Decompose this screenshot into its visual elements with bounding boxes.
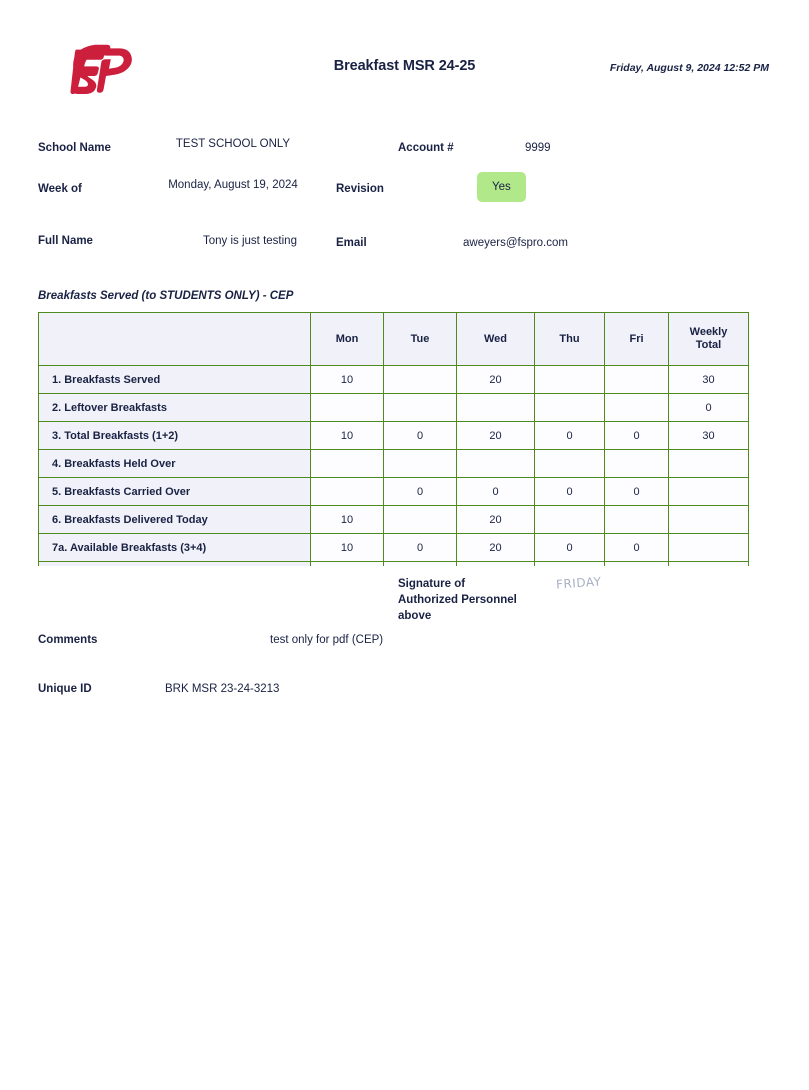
table-row-clipped [39,562,749,567]
cell-mon [311,450,384,478]
full-name-label: Full Name [38,235,93,247]
revision-label: Revision [336,183,384,195]
week-of-value: Monday, August 19, 2024 [168,179,298,191]
row-label: 3. Total Breakfasts (1+2) [39,422,311,450]
cell-fri: 0 [605,478,669,506]
cell-fri: 0 [605,534,669,562]
meta-row-school [38,138,771,179]
cell-weekly-total [669,562,749,567]
breakfasts-served-table [38,312,749,566]
row-label: 1. Breakfasts Served [39,366,311,394]
table-body [39,366,749,567]
table-row [39,394,749,422]
signature-block [38,576,771,634]
col-header-weekly-total [669,313,749,366]
cell-fri [605,394,669,422]
cell-tue: 0 [384,422,457,450]
cell-tue [384,450,457,478]
meta-row-fullname [38,231,771,272]
col-header-fri: Fri [605,313,669,366]
school-name-label: School Name [38,142,111,154]
cell-mon: 10 [311,366,384,394]
row-label: 6. Breakfasts Delivered Today [39,506,311,534]
col-header-tue: Tue [384,313,457,366]
comments-row [38,634,771,683]
footer-fields [38,634,771,732]
cell-tue [384,366,457,394]
account-number-label: Account # [398,142,454,154]
col-header-mon: Mon [311,313,384,366]
col-header-thu: Thu [535,313,605,366]
comments-label: Comments [38,634,98,646]
email-value: aweyers@fspro.com [463,237,568,249]
cell-fri: 0 [605,422,669,450]
cell-tue: 0 [384,478,457,506]
cell-fri [605,450,669,478]
document-page [0,40,809,1090]
signature-label-line2: Authorized Personnel [398,594,517,606]
handwritten-signature: FRIDAY [555,574,602,592]
row-label: 2. Leftover Breakfasts [39,394,311,422]
signature-label-line3: above [398,610,432,622]
cell-thu [535,450,605,478]
cell-fri [605,366,669,394]
week-of-label: Week of [38,183,82,195]
weekly-total-line2: Total [695,339,722,351]
account-number-value: 9999 [525,142,551,154]
cell-weekly-total [669,478,749,506]
cell-thu [535,394,605,422]
cell-weekly-total [669,534,749,562]
page-title: Breakfast MSR 24-25 [333,58,476,74]
row-label [39,562,311,567]
cell-mon: 10 [311,534,384,562]
col-header-wed: Wed [457,313,535,366]
section-heading: Breakfasts Served (to STUDENTS ONLY) - CEP [38,290,294,302]
weekly-total-line1: Weekly [689,326,728,338]
cell-weekly-total [669,450,749,478]
cell-wed: 20 [457,366,535,394]
table-header-row [39,313,749,366]
full-name-value: Tony is just testing [203,235,297,247]
table-row [39,450,749,478]
cell-weekly-total: 30 [669,422,749,450]
cell-thu [535,506,605,534]
cell-wed [457,562,535,567]
cell-mon [311,562,384,567]
row-label: 5. Breakfasts Carried Over [39,478,311,506]
generated-timestamp: Friday, August 9, 2024 12:52 PM [609,62,769,74]
cell-wed [457,450,535,478]
revision-status-badge: Yes [477,172,526,202]
table-row [39,506,749,534]
signature-label [398,576,548,624]
meta-fields [38,138,771,272]
breakfast-table-wrapper [38,312,771,566]
cell-thu [535,366,605,394]
table-row [39,478,749,506]
cell-mon [311,394,384,422]
cell-weekly-total [669,506,749,534]
cell-fri [605,562,669,567]
table-row [39,534,749,562]
table-row [39,366,749,394]
cell-wed [457,394,535,422]
cell-wed: 20 [457,506,535,534]
row-label: 4. Breakfasts Held Over [39,450,311,478]
signature-label-line1: Signature of [398,578,466,590]
cell-thu: 0 [535,422,605,450]
cell-tue [384,562,457,567]
document-header [38,40,771,118]
table-row [39,422,749,450]
col-header-blank [39,313,311,366]
cell-mon: 10 [311,422,384,450]
cell-fri [605,506,669,534]
meta-row-week [38,179,771,231]
cell-tue [384,394,457,422]
cell-mon: 10 [311,506,384,534]
cell-mon [311,478,384,506]
cell-tue [384,506,457,534]
unique-id-row [38,683,771,732]
cell-wed: 0 [457,478,535,506]
cell-wed: 20 [457,534,535,562]
cell-weekly-total: 0 [669,394,749,422]
email-label: Email [336,237,367,249]
cell-thu [535,562,605,567]
comments-value: test only for pdf (CEP) [270,634,384,646]
cell-thu: 0 [535,534,605,562]
school-name-value: TEST SCHOOL ONLY [175,138,291,150]
cell-tue: 0 [384,534,457,562]
cell-weekly-total: 30 [669,366,749,394]
unique-id-label: Unique ID [38,683,92,695]
row-label: 7a. Available Breakfasts (3+4) [39,534,311,562]
cell-wed: 20 [457,422,535,450]
cell-thu: 0 [535,478,605,506]
unique-id-value: BRK MSR 23-24-3213 [165,683,280,695]
